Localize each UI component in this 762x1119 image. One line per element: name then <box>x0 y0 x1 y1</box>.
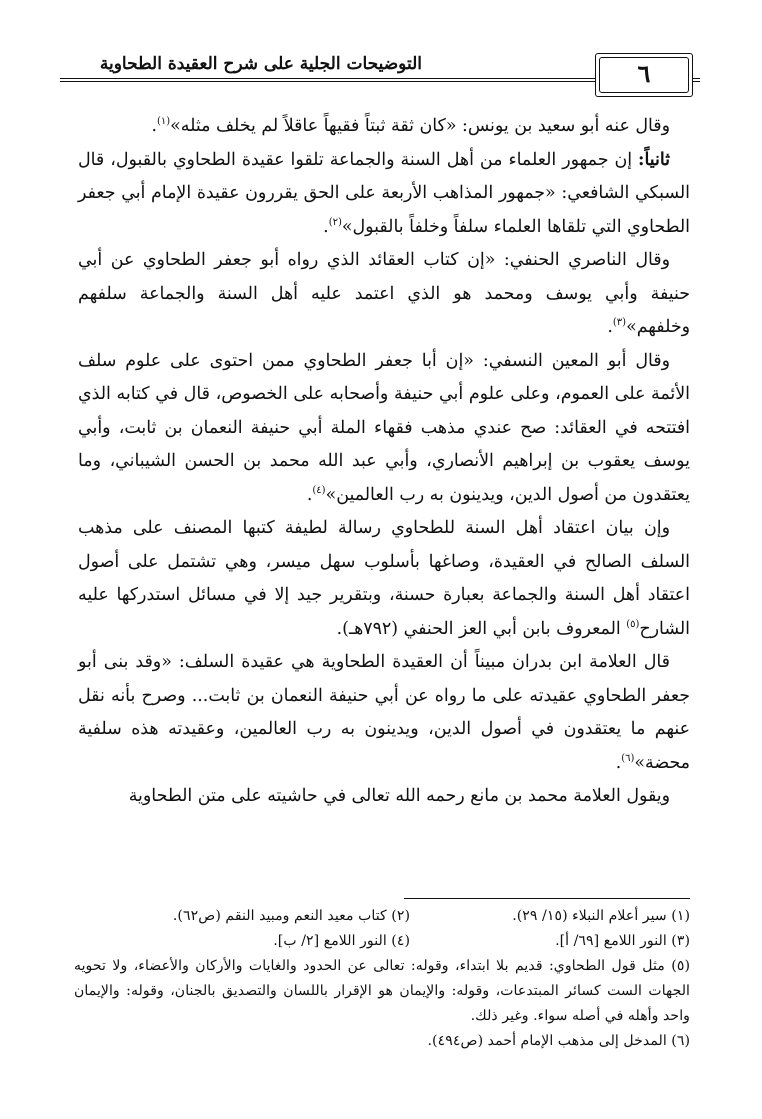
paragraph: وقال عنه أبو سعيد بن يونس: «كان ثقة ثبتاً فقيهاً عاقلاً لم يخلف مثله»$^{(١)}$. <box>151 116 670 136</box>
footnote-ref: (٢) <box>328 216 342 228</box>
footnote-ref: (١) <box>156 116 171 128</box>
footnote-6: (٦) المدخل إلى مذهب الإمام أحمد (ص٤٩٤). <box>427 1033 690 1049</box>
footnote-5: (٥) مثل قول الطحاوي: قديم بلا ابتداء، وقوله: تعالى عن الحدود والغايات والأركان والأعضاء، ولا تحويه الجهات الست كسائر المبتدعات، وقوله: والإيمان هو الإقرار باللسان والتصديق بالجنان، وقوله: والإيمان واحد وأهله في أصله سواء. وغير ذلك. <box>74 958 690 1024</box>
footnote-2: (٢) كتاب معيد النعم ومبيد النقم (ص٦٢). <box>172 908 410 924</box>
footnote-4: (٤) النور اللامع [٢/ ب]. <box>273 933 410 949</box>
paragraph: وإن بيان اعتقاد أهل السنة للطحاوي رسالة لطيفة كتبها المصنف على مذهب السلف الصالح في العقيدة، وصاغها بأسلوب سهل ميسر، وهي تشتمل على أصول اعتقاد أهل السنة والجماعة بعبارة حسنة، وبتقرير جيد إلا في مسائل استدركها عليه الشارح$^{(٥)}$ المعروف بابن أبي العز الحنفي (٧٩٢هـ). <box>78 518 690 639</box>
paragraph: ويقول العلامة محمد بن مانع رحمه الله تعالى في حاشيته على متن الطحاوية <box>128 786 670 806</box>
paragraph: وقال الناصري الحنفي: «إن كتاب العقائد الذي رواه أبو جعفر الطحاوي عن أبي حنيفة وأبي يوسف ومحمد هو الذي اعتمد عليه أهل السنة والجماعة سلفهم وخلفهم»$^{(٣)}$. <box>78 250 690 337</box>
footnote-3: (٣) النور اللامع [٦٩/ أ]. <box>555 933 690 949</box>
page-number-frame <box>595 53 695 97</box>
footnote-ref: (٦) <box>621 752 635 764</box>
footnote-ref: (٣) <box>612 317 627 329</box>
footnote-ref: (٤) <box>312 484 326 496</box>
footnotes <box>74 904 690 1054</box>
footnote-row <box>74 929 690 954</box>
paragraph: وقال أبو المعين النسفي: «إن أبا جعفر الطحاوي ممن احتوى على علوم سلف الأئمة على العموم، وعلى علوم أبي حنيفة وأصحابه على الخصوص، قال في كتابه الذي افتتحه في العقائد: صح عندي مذهب فقهاء الملة أبي حنيفة النعمان بن ثابت، وأبي يوسف يعقوب بن إبراهيم الأنصاري، وأبي عبد الله محمد بن الحسن الشيباني، وما يعتقدون من أصول الدين، ويدينون به رب العالمين»$^{(٤)}$. <box>78 350 690 505</box>
paragraph: ثانياً: إن جمهور العلماء من أهل السنة والجماعة تلقوا عقيدة الطحاوي بالقبول، قال السبكي الشافعي: «جمهور المذاهب الأربعة على الحق يقررون عقيدة الإمام أبي جعفر الطحاوي التي تلقاها العلماء سلفاً وخلفاً بالقبول»$^{(٢)}$. <box>78 149 690 237</box>
running-header <box>60 50 700 100</box>
footnote-row <box>74 904 690 929</box>
footnote-separator <box>404 898 690 899</box>
book-title: التوضيحات الجلية على شرح العقيدة الطحاوية <box>62 54 422 74</box>
footnote-1: (١) سير أعلام النبلاء (١٥/ ٢٩). <box>512 908 690 924</box>
footnote-ref: (٥) <box>626 618 640 630</box>
page-number: ٦ <box>637 59 651 88</box>
paragraph: قال العلامة ابن بدران مبيناً أن العقيدة الطحاوية هي عقيدة السلف: «وقد بنى أبو جعفر الطحاوي عقيدته على ما رواه عن أبي حنيفة النعمان بن ثابت... وصرح بأنه نقل عنهم ما يعتقدون في أصول الدين، ويدينون به رب العالمين، وعقيدته هذه سلفية محضة»$^{(٦)}$. <box>78 652 690 773</box>
section-lead: ثانياً: <box>638 149 670 170</box>
main-text <box>78 110 690 814</box>
